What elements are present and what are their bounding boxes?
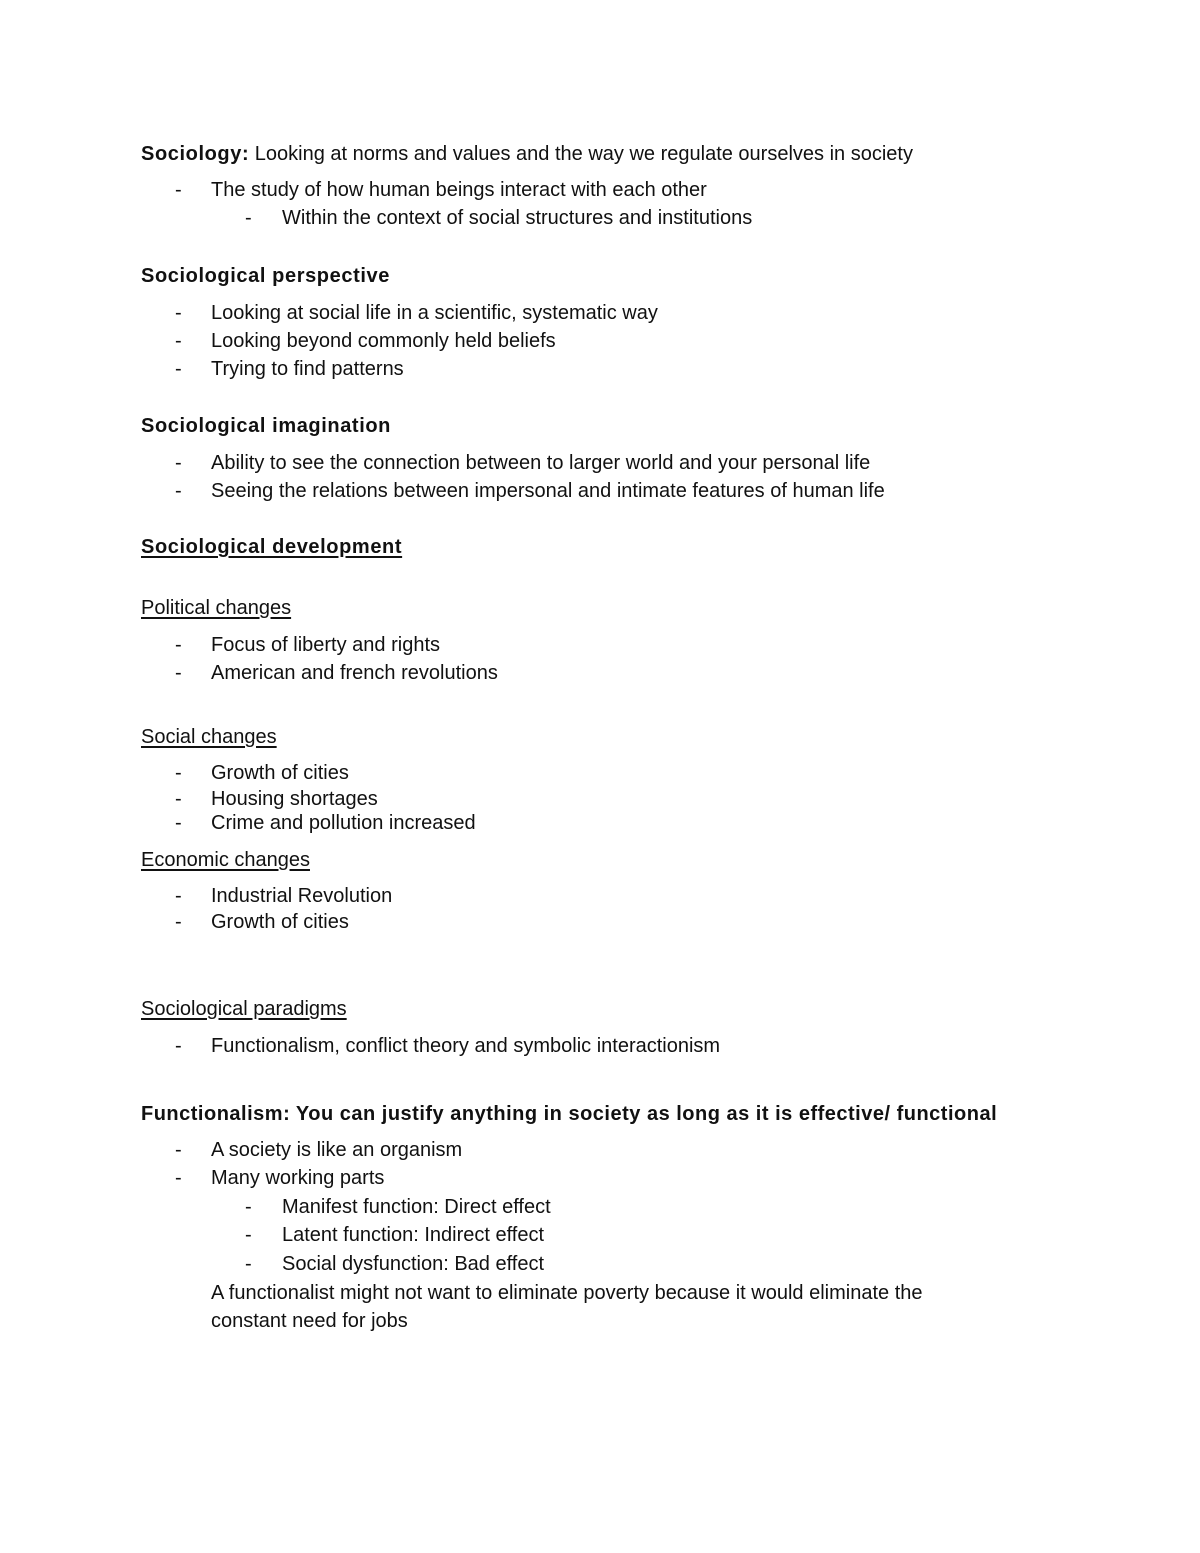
sociology-definition [141, 142, 913, 166]
bullet-dash: - [245, 1224, 252, 1246]
bullet-dash: - [175, 634, 182, 656]
perspective-heading: Sociological perspective [141, 265, 390, 287]
bullet-dash: - [175, 179, 182, 201]
bullet-dash: - [245, 1253, 252, 1275]
bullet-dash: - [175, 358, 182, 380]
list-item: Housing shortages [211, 788, 378, 810]
list-item: American and french revolutions [211, 662, 498, 684]
list-item: Growth of cities [211, 762, 349, 784]
list-item: Ability to see the connection between to larger world and your personal life [211, 452, 871, 474]
list-item: Looking at social life in a scientific, systematic way [211, 302, 658, 324]
bullet-dash: - [175, 812, 182, 834]
imagination-heading: Sociological imagination [141, 415, 391, 437]
bullet-dash: - [245, 207, 252, 229]
bullet-dash: - [175, 885, 182, 907]
list-item: Manifest function: Direct effect [282, 1196, 551, 1218]
list-item: Latent function: Indirect effect [282, 1224, 545, 1246]
list-item: Crime and pollution increased [211, 812, 476, 834]
paradigms-heading: Sociological paradigms [141, 998, 347, 1020]
bullet-dash: - [175, 480, 182, 502]
functionalism-note-line-2: constant need for jobs [211, 1310, 408, 1332]
list-item: A society is like an organism [211, 1139, 463, 1161]
bullet-dash: - [245, 1196, 252, 1218]
bullet-dash: - [175, 302, 182, 324]
political-heading: Political changes [141, 597, 292, 619]
sociology-definition-text: Looking at norms and values and the way we regulate ourselves in society [249, 143, 913, 165]
list-item: Social dysfunction: Bad effect [282, 1253, 545, 1275]
bullet-dash: - [175, 1167, 182, 1189]
bullet-dash: - [175, 1035, 182, 1057]
bullet-dash: - [175, 788, 182, 810]
bullet-dash: - [175, 911, 182, 933]
list-item: Trying to find patterns [211, 358, 404, 380]
list-item: Focus of liberty and rights [211, 634, 440, 656]
list-item: Industrial Revolution [211, 885, 393, 907]
list-item: The study of how human beings interact with each other [211, 179, 707, 201]
list-item: Seeing the relations between impersonal and intimate features of human life [211, 480, 885, 502]
sociology-term: Sociology: [141, 143, 250, 165]
bullet-dash: - [175, 452, 182, 474]
bullet-dash: - [175, 330, 182, 352]
bullet-dash: - [175, 762, 182, 784]
list-item: Many working parts [211, 1167, 385, 1189]
bullet-dash: - [175, 662, 182, 684]
list-item: Growth of cities [211, 911, 349, 933]
list-item: Looking beyond commonly held beliefs [211, 330, 556, 352]
development-heading: Sociological development [141, 536, 403, 558]
functionalism-note-line-1: A functionalist might not want to eliminate poverty because it would eliminate the [211, 1282, 923, 1304]
list-item: Functionalism, conflict theory and symbolic interactionism [211, 1035, 721, 1057]
economic-heading: Economic changes [141, 849, 310, 871]
functionalism-heading: Functionalism: You can justify anything in society as long as it is effective/ functional [141, 1103, 998, 1125]
list-item: Within the context of social structures and institutions [282, 207, 753, 229]
bullet-dash: - [175, 1139, 182, 1161]
social-heading: Social changes [141, 726, 277, 748]
